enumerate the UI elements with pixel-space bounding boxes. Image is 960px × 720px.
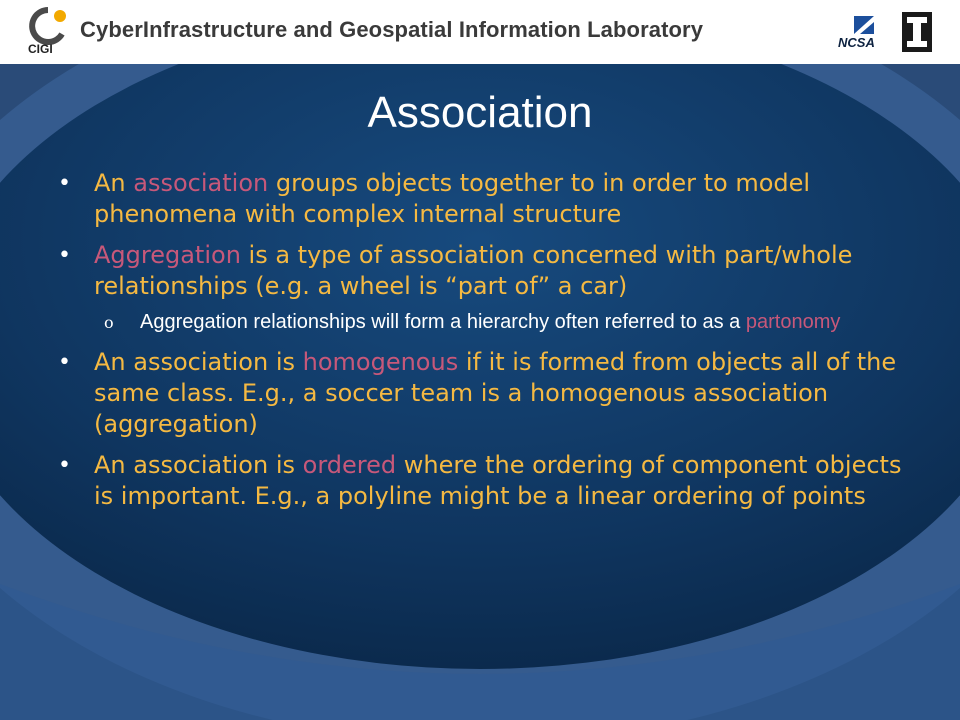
term-highlight: homogenous [302,348,459,376]
bullet-text: An association is [94,348,303,376]
bullet-text: if it is formed from objects all of the same class. E.g., a soccer team is a homogenous association (aggregation) [94,348,897,438]
bullet-dot: • [58,350,71,375]
bullet-dot: • [58,171,71,196]
sub-bullet-partonomy [58,310,908,335]
sub-bullet-marker: o [104,313,114,332]
bullet-dot: • [58,243,71,268]
bullet-aggregation [58,240,908,302]
sub-bullet-text: Aggregation relationships will form a hierarchy often referred to as a [140,311,746,333]
slide-title: Association [367,88,593,137]
cigi-label: CIGI [28,42,53,56]
bullet-text: is a type of association concerned with part/whole relationships (e.g. a wheel is “part of” a car) [94,241,853,300]
bullet-text: groups objects together to in order to model phenomena with complex internal structure [94,169,811,228]
bullet-text: An [94,169,134,197]
bullet-text: where the ordering of component objects is important. E.g., a polyline might be a linear ordering of points [94,451,902,510]
lab-title: CyberInfrastructure and Geospatial Information Laboratory [80,17,704,42]
bullet-text: An association is [94,451,303,479]
header-bar [0,0,960,64]
term-highlight: partonomy [745,311,841,333]
bullet-dot: • [58,453,71,478]
bullet-ordered [58,450,908,512]
illinois-i-logo-icon [902,12,932,52]
term-highlight: ordered [302,451,397,479]
ncsa-label: NCSA [838,35,875,50]
term-highlight: association [133,169,269,197]
bullet-homogenous [58,347,908,440]
bullet-list [58,168,908,522]
bullet-association [58,168,908,230]
term-highlight: Aggregation [94,241,241,269]
